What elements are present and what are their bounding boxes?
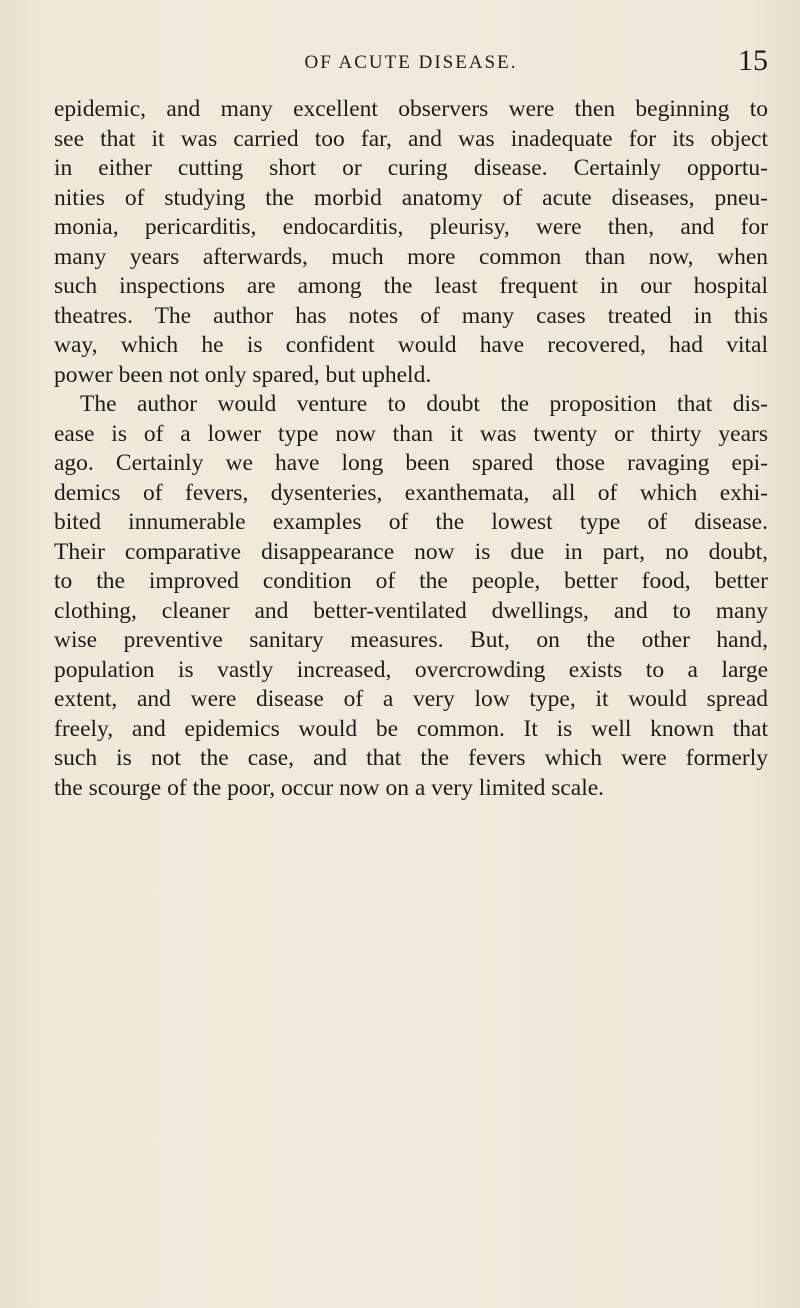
text-line: extent, and were disease of a very low type, it would spread [54, 686, 768, 712]
text-line: to the improved condition of the people, better food, better [54, 568, 768, 594]
text-line: such is not the case, and that the fevers which were formerly [54, 745, 768, 771]
text-line: nities of studying the morbid anatomy of acute diseases, pneu- [54, 184, 768, 211]
text-line: epidemic, and many excellent observers were then beginning to [54, 96, 768, 122]
text-line: demics of fevers, dysenteries, exanthemata, all of which exhi- [54, 479, 768, 506]
text-line: clothing, cleaner and better-ventilated dwellings, and to many [54, 597, 768, 624]
text-line: Their comparative disappearance now is due in part, no doubt, [54, 538, 768, 565]
page-number: 15 [738, 44, 768, 77]
text-line: freely, and epidemics would be common. It is well known that [54, 715, 768, 742]
running-head [54, 44, 768, 80]
running-head-title: OF ACUTE DISEASE. [304, 52, 518, 73]
text-line: in either cutting short or curing disease. Certainly opportu- [54, 155, 768, 181]
text-line: power been not only spared, but upheld. [54, 361, 432, 388]
body-text [54, 95, 768, 803]
text-line: The author would venture to doubt the proposition that dis- [80, 391, 768, 417]
text-line: see that it was carried too far, and was inadequate for its object [54, 125, 768, 152]
text-line: theatres. The author has notes of many cases treated in this [54, 302, 768, 329]
text-line: bited innumerable examples of the lowest type of disease. [54, 509, 768, 535]
text-line: ease is of a lower type now than it was twenty or thirty years [54, 420, 768, 447]
text-line: many years afterwards, much more common than now, when [54, 243, 768, 270]
text-line: the scourge of the poor, occur now on a very limited scale. [54, 774, 605, 801]
text-line: population is vastly increased, overcrowding exists to a large [54, 656, 768, 683]
text-line: monia, pericarditis, endocarditis, pleurisy, were then, and for [54, 214, 768, 240]
text-line: such inspections are among the least frequent in our hospital [54, 273, 768, 299]
text-line: way, which he is confident would have recovered, had vital [54, 332, 768, 358]
text-line: wise preventive sanitary measures. But, on the other hand, [54, 627, 768, 653]
text-line: ago. Certainly we have long been spared those ravaging epi- [54, 450, 768, 476]
